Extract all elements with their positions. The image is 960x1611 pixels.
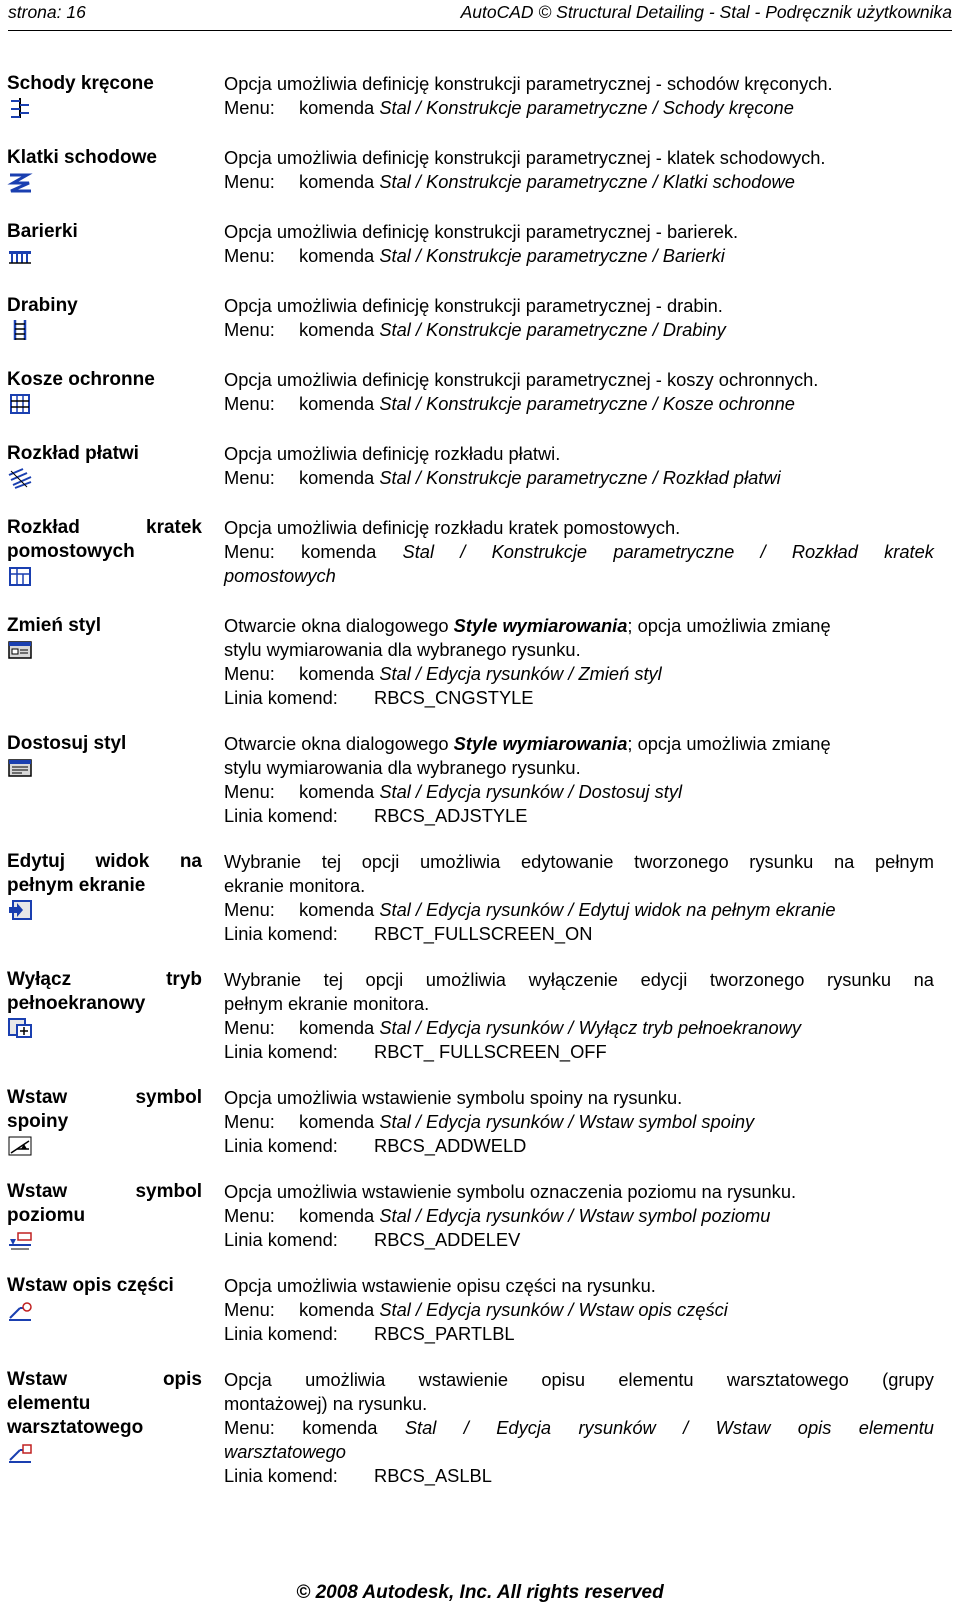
command-name: RBCT_FULLSCREEN_ON	[374, 923, 593, 944]
entry-name-cont: elementu	[7, 1393, 91, 1414]
menu-line	[224, 1110, 934, 1134]
entry-name-word: Rozkład	[7, 517, 80, 538]
entry-name: Klatki schodowe	[7, 147, 157, 168]
entry-name-word: tryb	[166, 969, 202, 990]
entry-description: Opcja umożliwia wstawienie symbolu oznaczenia poziomu na rysunku.	[224, 1181, 797, 1202]
menu-command: komenda	[299, 171, 375, 192]
menu-line	[224, 1016, 934, 1040]
entry-description: Opcja umożliwia definicję konstrukcji parametrycznej - klatek schodowych.	[224, 147, 826, 168]
command-name: RBCS_ASLBL	[374, 1465, 492, 1486]
desc-word: Wybranie	[224, 851, 302, 872]
desc-word: edytowanie	[520, 851, 614, 872]
entry-name-word: widok	[95, 851, 150, 872]
entry-name-cont: spoiny	[7, 1111, 69, 1132]
page-header	[8, 0, 952, 31]
entry-description-cont: stylu wymiarowania dla wybranego rysunku.	[224, 639, 581, 660]
grating-layout-icon	[7, 565, 33, 587]
desc-part	[224, 614, 831, 638]
entry-name	[7, 1180, 202, 1204]
desc-word: Opcja	[224, 1369, 272, 1390]
page-number: strona: 16	[8, 2, 86, 22]
menu-label: Menu:	[224, 97, 275, 118]
railing-icon	[7, 245, 33, 267]
command-line	[224, 1464, 934, 1488]
menu-command: komenda	[301, 541, 377, 562]
entry-description: Opcja umożliwia wstawienie opisu części na rysunku.	[224, 1275, 656, 1296]
entry-name-cont: pełnoekranowy	[7, 993, 146, 1014]
command-name: RBCS_ADDELEV	[374, 1229, 521, 1250]
desc-word: na	[833, 851, 855, 872]
menu-path: Stal / Edycja rysunków / Edytuj widok na pełnym ekranie	[379, 899, 836, 920]
menu-label: Menu:	[224, 1017, 275, 1038]
menu-command: komenda	[299, 319, 375, 340]
entry-name-word: symbol	[135, 1181, 202, 1202]
menu-line	[224, 318, 934, 342]
menu-command: komenda	[299, 97, 375, 118]
desc-word: opcji	[365, 969, 404, 990]
command-line	[224, 1134, 934, 1158]
command-label: Linia komend:	[224, 687, 338, 708]
staircase-icon	[7, 171, 33, 193]
menu-line	[224, 540, 934, 564]
desc-word: opcji	[361, 851, 400, 872]
menu-command: komenda	[299, 1299, 375, 1320]
menu-line	[224, 780, 934, 804]
command-name: RBCS_ADJSTYLE	[374, 805, 528, 826]
dialog-name: Style wymiarowania	[453, 615, 628, 636]
menu-label: Menu:	[224, 171, 275, 192]
menu-path-word: /	[463, 1417, 469, 1438]
entry-name: Dostosuj styl	[7, 733, 127, 754]
menu-path-word: /	[460, 541, 466, 562]
menu-command: komenda	[299, 1205, 375, 1226]
safety-cage-icon	[7, 393, 33, 415]
menu-label: Menu:	[224, 1417, 275, 1438]
desc-word: umożliwia	[305, 1369, 386, 1390]
entry-name	[7, 968, 202, 992]
entry-description: Opcja umożliwia definicję konstrukcji parametrycznej - barierek.	[224, 221, 739, 242]
entry-name-cont: pełnym ekranie	[7, 875, 146, 896]
menu-path: Stal / Edycja rysunków / Dostosuj styl	[379, 781, 683, 802]
desc-word: rysunku	[826, 969, 891, 990]
entry-description-cont: pełnym ekranie monitora.	[224, 993, 430, 1014]
entry-name: Wstaw opis części	[7, 1275, 174, 1296]
menu-label: Menu:	[224, 663, 275, 684]
menu-path: Stal / Konstrukcje parametryczne / Schody kręcone	[379, 97, 794, 118]
desc-word: Wybranie	[224, 969, 302, 990]
command-label: Linia komend:	[224, 923, 338, 944]
desc-word: edycji	[640, 969, 688, 990]
level-symbol-icon	[7, 1229, 33, 1251]
entry-description: Opcja umożliwia definicję rozkładu płatwi.	[224, 443, 561, 464]
entry-name: Rozkład płatwi	[7, 443, 139, 464]
menu-label: Menu:	[224, 781, 275, 802]
menu-label: Menu:	[224, 393, 275, 414]
menu-label: Menu:	[224, 245, 275, 266]
menu-path-word: /	[760, 541, 766, 562]
entry-name-word: kratek	[146, 517, 202, 538]
entry-description: Opcja umożliwia definicję konstrukcji parametrycznej - drabin.	[224, 295, 723, 316]
menu-path-word: kratek	[884, 541, 934, 562]
desc-word: tej	[323, 969, 343, 990]
entry-name-word: Wstaw	[7, 1087, 68, 1108]
desc-word: opisu	[541, 1369, 586, 1390]
menu-label: Menu:	[224, 1299, 275, 1320]
menu-path: Stal / Konstrukcje parametryczne / Kosze ochronne	[379, 393, 795, 414]
entry-description: Opcja umożliwia definicję konstrukcji parametrycznej - schodów kręconych.	[224, 73, 833, 94]
entry-description-cont: ekranie monitora.	[224, 875, 366, 896]
entry-name: Zmień styl	[7, 615, 101, 636]
menu-command: komenda	[299, 467, 375, 488]
desc-word: pełnym	[875, 851, 934, 872]
menu-path-word: Stal	[404, 1417, 437, 1438]
command-line	[224, 804, 934, 828]
menu-command: komenda	[299, 781, 375, 802]
entry-description: Opcja umożliwia definicję rozkładu kratek pomostowych.	[224, 517, 681, 538]
desc-text: ; opcja umożliwia zmianę	[627, 615, 831, 636]
command-name: RBCS_PARTLBL	[374, 1323, 515, 1344]
menu-path: Stal / Konstrukcje parametryczne / Barierki	[379, 245, 725, 266]
entry-name-word: opis	[162, 1369, 202, 1390]
desc-text: ; opcja umożliwia zmianę	[627, 733, 831, 754]
entry-name-cont: warsztatowego	[7, 1417, 144, 1438]
entry-name-cont: poziomu	[7, 1205, 86, 1226]
menu-label: Menu:	[224, 899, 275, 920]
menu-command: komenda	[299, 245, 375, 266]
command-name: RBCS_ADDWELD	[374, 1135, 527, 1156]
change-style-icon	[7, 639, 33, 661]
menu-path-cont: pomostowych	[224, 565, 336, 586]
page-footer: © 2008 Autodesk, Inc. All rights reserved	[296, 1582, 664, 1603]
desc-word: elementu	[618, 1369, 694, 1390]
menu-label: Menu:	[224, 1205, 275, 1226]
entry-description	[224, 1368, 934, 1392]
menu-command: komenda	[299, 393, 375, 414]
menu-path-word: Stal	[402, 541, 435, 562]
desc-word: (grupy	[882, 1369, 934, 1390]
entry-name-word: Wstaw	[7, 1181, 68, 1202]
menu-label: Menu:	[224, 541, 275, 562]
menu-command: komenda	[299, 1017, 375, 1038]
entry-name-word: Edytuj	[7, 851, 66, 872]
menu-line	[224, 898, 934, 922]
command-line	[224, 922, 934, 946]
menu-line	[224, 170, 934, 194]
document-title: AutoCAD © Structural Detailing - Stal - Podręcznik użytkownika	[460, 2, 952, 22]
command-line	[224, 1228, 934, 1252]
menu-path-word: opis	[797, 1417, 832, 1438]
entry-description: Opcja umożliwia wstawienie symbolu spoiny na rysunku.	[224, 1087, 683, 1108]
spiral-stairs-icon	[7, 97, 33, 119]
entry-description	[224, 732, 934, 756]
command-label: Linia komend:	[224, 1465, 338, 1486]
menu-label: Menu:	[224, 1111, 275, 1132]
menu-line	[224, 392, 934, 416]
menu-path: Stal / Edycja rysunków / Wstaw opis części	[379, 1299, 728, 1320]
entry-name-word: Wstaw	[7, 1369, 68, 1390]
entry-name: Drabiny	[7, 295, 78, 316]
command-line	[224, 1322, 934, 1346]
entry-name-word: na	[179, 851, 202, 872]
ladder-icon	[7, 319, 33, 341]
menu-line	[224, 1298, 934, 1322]
entry-name	[7, 850, 202, 874]
desc-word: na	[913, 969, 934, 990]
menu-command: komenda	[302, 1417, 378, 1438]
menu-label: Menu:	[224, 319, 275, 340]
entry-description-cont: montażowej) na rysunku.	[224, 1393, 428, 1414]
desc-word: umożliwia	[425, 969, 506, 990]
desc-text: Otwarcie okna dialogowego	[224, 733, 454, 754]
entry-name-word: Wyłącz	[7, 969, 72, 990]
menu-path-word: Edycja	[496, 1417, 552, 1438]
menu-command: komenda	[299, 1111, 375, 1132]
fullscreen-off-icon	[7, 1017, 33, 1039]
part-label-icon	[7, 1299, 33, 1321]
menu-path: Stal / Konstrukcje parametryczne / Klatki schodowe	[379, 171, 795, 192]
purlin-layout-icon	[7, 467, 33, 489]
menu-line	[224, 466, 934, 490]
command-label: Linia komend:	[224, 805, 338, 826]
menu-command: komenda	[299, 663, 375, 684]
menu-path-word: Wstaw	[715, 1417, 771, 1438]
menu-line	[224, 1416, 934, 1440]
desc-word: wstawienie	[418, 1369, 509, 1390]
desc-word: umożliwia	[420, 851, 501, 872]
menu-line	[224, 96, 934, 120]
desc-word: tej	[321, 851, 342, 872]
menu-line	[224, 1204, 934, 1228]
menu-path-word: parametryczne	[613, 541, 735, 562]
menu-path: Stal / Edycja rysunków / Zmień styl	[379, 663, 662, 684]
desc-word: wyłączenie	[528, 969, 618, 990]
command-name: RBCS_CNGSTYLE	[374, 687, 534, 708]
desc-word: tworzonego	[709, 969, 805, 990]
menu-path-word: Rozkład	[791, 541, 858, 562]
dialog-name: Style wymiarowania	[453, 733, 628, 754]
command-label: Linia komend:	[224, 1323, 338, 1344]
menu-path-word: rysunków	[578, 1417, 656, 1438]
weld-symbol-icon	[7, 1135, 33, 1157]
adjust-style-icon	[7, 757, 33, 779]
command-label: Linia komend:	[224, 1135, 338, 1156]
menu-path-word: Konstrukcje	[491, 541, 588, 562]
desc-text: Otwarcie okna dialogowego	[224, 615, 454, 636]
entry-name: Kosze ochronne	[7, 369, 155, 390]
desc-part	[224, 732, 831, 756]
entry-name: Barierki	[7, 221, 78, 242]
entry-name: Schody kręcone	[7, 73, 154, 94]
menu-path: Stal / Edycja rysunków / Wstaw symbol spoiny	[379, 1111, 755, 1132]
entry-description-cont: stylu wymiarowania dla wybranego rysunku.	[224, 757, 581, 778]
entry-description	[224, 850, 934, 874]
menu-path: Stal / Konstrukcje parametryczne / Drabiny	[379, 319, 726, 340]
menu-label: Menu:	[224, 467, 275, 488]
menu-path: Stal / Edycja rysunków / Wyłącz tryb pełnoekranowy	[379, 1017, 801, 1038]
menu-path: Stal / Konstrukcje parametryczne / Rozkład płatwi	[379, 467, 781, 488]
entry-description	[224, 614, 934, 638]
menu-path-word: /	[683, 1417, 689, 1438]
entry-name	[7, 1086, 202, 1110]
entry-description	[224, 968, 934, 992]
desc-word: tworzonego	[634, 851, 729, 872]
menu-path-cont: warsztatowego	[224, 1441, 346, 1462]
entry-name-cont: pomostowych	[7, 541, 135, 562]
command-label: Linia komend:	[224, 1041, 338, 1062]
menu-command: komenda	[299, 899, 375, 920]
command-line	[224, 1040, 934, 1064]
menu-path: Stal / Edycja rysunków / Wstaw symbol poziomu	[379, 1205, 771, 1226]
menu-line	[224, 244, 934, 268]
entry-name	[7, 516, 202, 540]
command-line	[224, 686, 934, 710]
entry-name-word: symbol	[135, 1087, 202, 1108]
entry-description: Opcja umożliwia definicję konstrukcji parametrycznej - koszy ochronnych.	[224, 369, 819, 390]
command-name: RBCT_ FULLSCREEN_OFF	[374, 1041, 607, 1062]
menu-line	[224, 662, 934, 686]
command-label: Linia komend:	[224, 1229, 338, 1250]
desc-word: rysunku	[749, 851, 814, 872]
desc-word: warsztatowego	[726, 1369, 849, 1390]
assembly-label-icon	[7, 1441, 33, 1463]
fullscreen-on-icon	[7, 899, 33, 921]
menu-path-word: elementu	[858, 1417, 934, 1438]
entry-name	[7, 1368, 202, 1392]
